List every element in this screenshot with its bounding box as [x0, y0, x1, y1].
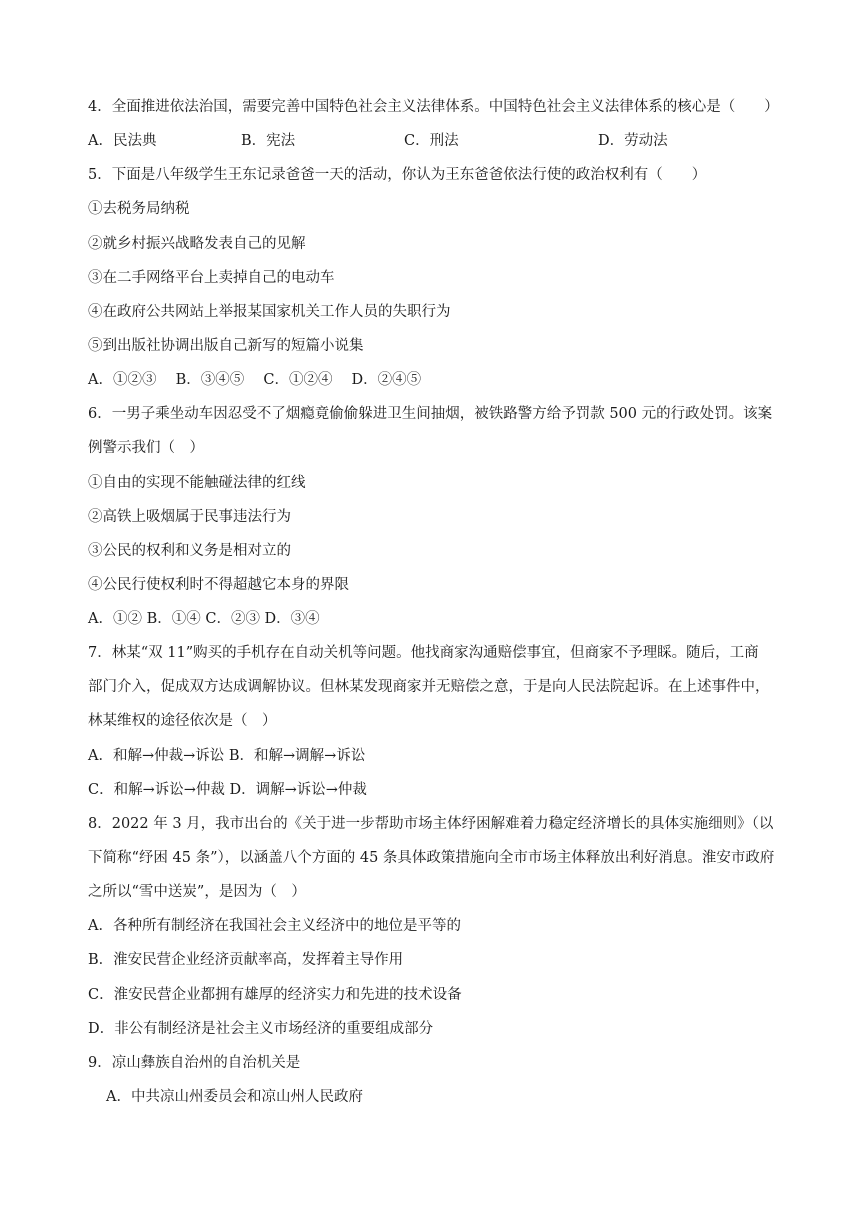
q8-option-a: A．各种所有制经济在我国社会主义经济中的地位是平等的 [88, 918, 461, 934]
q4-option-c: C．刑法 [404, 133, 459, 149]
q6-item-1: ①自由的实现不能触碰法律的红线 [88, 475, 306, 491]
q7-stem-line-1: 7．林某“双 11”购买的手机存在自动关机等问题。他找商家沟通赔偿事宜，但商家不予理睬。随后，工商 [88, 645, 759, 661]
q5-item-5: ⑤到出版社协调出版自己新写的短篇小说集 [88, 338, 364, 354]
q6-item-2: ②高铁上吸烟属于民事违法行为 [88, 509, 291, 525]
q5-item-1: ①去税务局纳税 [88, 201, 190, 217]
q4-option-b: B．宪法 [241, 133, 296, 149]
q4-stem: 4．全面推进依法治国，需要完善中国特色社会主义法律体系。中国特色社会主义法律体系的核心是（ ） [88, 99, 779, 115]
q4-options [88, 131, 798, 151]
q8-stem-line-1: 8．2022 年 3 月，我市出台的《关于进一步帮助市场主体纾困解难着力稳定经济增长的具体实施细则》（以 [88, 816, 774, 832]
q8-stem-line-3: 之所以“雪中送炭”，是因为（ ） [88, 884, 306, 900]
q4-option-d: D．劳动法 [598, 133, 668, 149]
q6-item-4: ④公民行使权利时不得超越它本身的界限 [88, 577, 349, 593]
q6-options: A．①② B．①④ C．②③ D．③④ [88, 611, 320, 627]
q5-options: A．①②③ B．③④⑤ C．①②④ D．②④⑤ [88, 372, 422, 388]
q4-option-a: A．民法典 [88, 133, 157, 149]
q8-option-c: C．淮安民营企业都拥有雄厚的经济实力和先进的技术设备 [88, 987, 462, 1003]
q8-option-d: D．非公有制经济是社会主义市场经济的重要组成部分 [88, 1021, 434, 1037]
q5-stem: 5．下面是八年级学生王东记录爸爸一天的活动，你认为王东爸爸依法行使的政治权利有（ ） [88, 167, 707, 183]
q7-stem-line-2: 部门介入，促成双方达成调解协议。但林某发现商家并无赔偿之意，于是向人民法院起诉。在上述事件中， [88, 679, 770, 695]
q6-stem-line-1: 6．一男子乘坐动车因忍受不了烟瘾竟偷偷躲进卫生间抽烟，被铁路警方给予罚款 500 元的行政处罚。该案 [88, 406, 773, 422]
q8-stem-line-2: 下简称“纾困 45 条”），以涵盖八个方面的 45 条具体政策措施向全市市场主体释放出利好消息。淮安市政府 [88, 850, 775, 866]
q9-option-a: A．中共凉山州委员会和凉山州人民政府 [106, 1089, 363, 1105]
q5-item-4: ④在政府公共网站上举报某国家机关工作人员的失职行为 [88, 304, 451, 320]
q6-stem-line-2: 例警示我们（ ） [88, 440, 204, 456]
q6-item-3: ③公民的权利和义务是相对立的 [88, 543, 291, 559]
q8-option-b: B．淮安民营企业经济贡献率高，发挥着主导作用 [88, 952, 404, 968]
q5-item-3: ③在二手网络平台上卖掉自己的电动车 [88, 270, 335, 286]
q9-stem: 9．凉山彝族自治州的自治机关是 [88, 1055, 301, 1071]
q5-item-2: ②就乡村振兴战略发表自己的见解 [88, 236, 306, 252]
q7-options-line-2: C．和解→诉讼→仲裁 D．调解→诉讼→仲裁 [88, 782, 367, 798]
q7-stem-line-3: 林某维权的途径依次是（ ） [88, 713, 277, 729]
q7-options-line-1: A．和解→仲裁→诉讼 B．和解→调解→诉讼 [88, 748, 366, 764]
